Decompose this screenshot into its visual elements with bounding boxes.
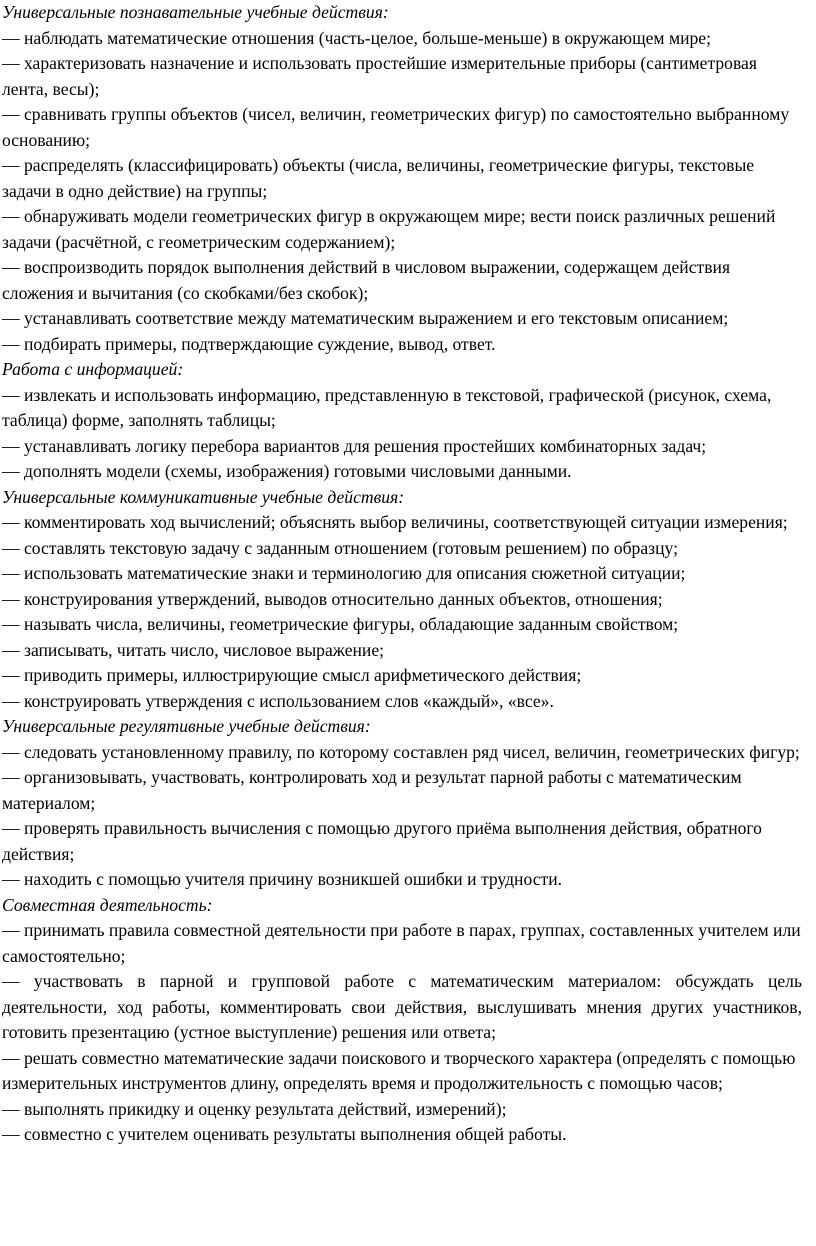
section-heading-regulative: Универсальные регулятивные учебные действия: [2, 716, 371, 736]
list-item: — приводить примеры, иллюстрирующие смысл арифметического действия; [2, 665, 582, 685]
list-item: — следовать установленному правилу, по которому составлен ряд чисел, величин, геометрических фигур; [2, 741, 800, 762]
section-heading-information: Работа с информацией: [2, 359, 184, 379]
list-item: — совместно с учителем оценивать результаты выполнения общей работы. [2, 1124, 567, 1144]
list-item: — распределять (классифицировать) объекты (числа, величины, геометрические фигуры, текстовые задачи в одно действие) на группы; [2, 155, 755, 201]
list-item: — характеризовать назначение и использовать простейшие измерительные приборы (сантиметровая лента, весы); [2, 53, 757, 99]
section-heading-cognitive: Универсальные познавательные учебные действия: [2, 2, 389, 22]
list-item: — составлять текстовую задачу с заданным отношением (готовым решением) по образцу; [2, 537, 678, 558]
list-item: — называть числа, величины, геометрические фигуры, обладающие заданным свойством; [2, 614, 679, 634]
list-item: — дополнять модели (схемы, изображения) готовыми числовыми данными. [2, 461, 572, 481]
list-item: — конструирования утверждений, выводов относительно данных объектов, отношения; [2, 588, 663, 609]
list-item: — устанавливать логику перебора вариантов для решения простейших комбинаторных задач; [2, 435, 707, 456]
document-body [2, 0, 802, 1148]
list-item: — подбирать примеры, подтверждающие суждение, вывод, ответ. [2, 333, 496, 354]
list-item: — организовывать, участвовать, контролировать ход и результат парной работы с математическим материалом; [2, 767, 742, 813]
list-item: — выполнять прикидку и оценку результата действий, измерений); [2, 1098, 507, 1119]
list-item: — наблюдать математические отношения (часть-целое, больше-меньше) в окружающем мире; [2, 27, 711, 48]
section-heading-communicative: Универсальные коммуникативные учебные действия: [2, 486, 405, 507]
list-item: — использовать математические знаки и терминологию для описания сюжетной ситуации; [2, 563, 686, 583]
list-item: — обнаруживать модели геометрических фигур в окружающем мире; вести поиск различных решений задачи (расчётной, с геометрическим содержанием); [2, 206, 776, 252]
list-item: — конструировать утверждения с использованием слов «каждый», «все». [2, 690, 554, 711]
list-item: — проверять правильность вычисления с помощью другого приёма выполнения действия, обратного действия; [2, 818, 762, 864]
list-item: — воспроизводить порядок выполнения действий в числовом выражении, содержащем действия сложения и вычитания (со скобками/без скобок); [2, 257, 731, 303]
list-item: — участвовать в парной и групповой работе с математическим материалом: обсуждать цель деятельности, ход работы, комментировать свои действия, выслушивать мнения других участников, готовить презентацию (устное выступление) решения или ответа; [2, 971, 802, 1042]
list-item: — находить с помощью учителя причину возникшей ошибки и трудности. [2, 869, 563, 889]
list-item: — устанавливать соответствие между математическим выражением и его текстовым описанием; [2, 308, 729, 328]
list-item: — сравнивать группы объектов (чисел, величин, геометрических фигур) по самостоятельно выбранному основанию; [2, 104, 790, 150]
section-heading-joint-activity: Совместная деятельность: [2, 894, 213, 915]
list-item: — решать совместно математические задачи поискового и творческого характера (определять с помощью измерительных инструментов длину, определять время и продолжительность с помощью часов; [2, 1047, 796, 1093]
list-item: — принимать правила совместной деятельности при работе в парах, группах, составленных учителем или самостоятельно; [2, 920, 801, 966]
list-item: — записывать, читать число, числовое выражение; [2, 639, 385, 660]
list-item: — извлекать и использовать информацию, представленную в текстовой, графической (рисунок, схема, таблица) форме, заполнять таблицы; [2, 384, 772, 430]
list-item: — комментировать ход вычислений; объяснять выбор величины, соответствующей ситуации измерения; [2, 512, 788, 532]
